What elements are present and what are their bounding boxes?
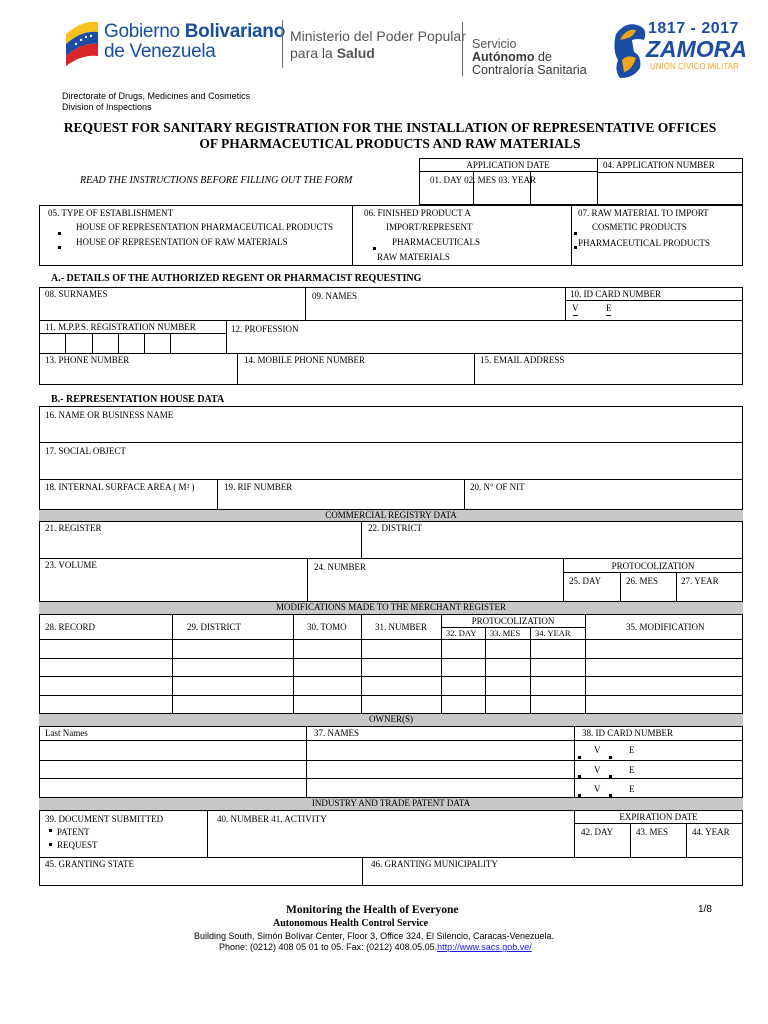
protocolization-col: PROTOCOLIZATION	[471, 616, 555, 626]
service-line3: Contraloría Sanitaria	[472, 63, 587, 77]
checkbox-bullet-icon[interactable]	[609, 775, 612, 778]
number-col: 31. NUMBER	[375, 622, 428, 632]
protocolization-label: PROTOCOLIZATION	[611, 561, 695, 571]
checkbox-bullet-icon[interactable]	[58, 232, 61, 235]
mobile-field[interactable]: 14. MOBILE PHONE NUMBER	[244, 355, 366, 365]
checkbox-bullet-icon[interactable]	[578, 775, 581, 778]
document-submitted-label: 39. DOCUMENT SUBMITTED	[45, 814, 164, 824]
protocol-month-field[interactable]: 26. MES	[626, 576, 659, 586]
district-field[interactable]: 22. DISTRICT	[368, 523, 422, 533]
establishment-option-pharma: HOUSE OF REPRESENTATION PHARMACEUTICAL PRODUCTS	[76, 222, 333, 232]
request-option[interactable]: REQUEST	[57, 840, 98, 850]
last-names-col: Last Names	[45, 728, 88, 738]
volume-field[interactable]: 23. VOLUME	[45, 560, 97, 570]
owner-id-col: 38. ID CARD NUMBER	[582, 728, 674, 738]
raw-material-label: 07. RAW MATERIAL TO IMPORT	[578, 208, 709, 218]
footer-url-link[interactable]: http://www.sacs.gob.ve/	[437, 942, 532, 952]
footer-contact	[219, 942, 532, 953]
id-type-v[interactable]: V	[572, 303, 579, 313]
ministry-line2-a: para la	[290, 45, 337, 61]
tomo-col: 30. TOMO	[307, 622, 347, 632]
profession-field[interactable]: 12. PROFESSION	[231, 324, 299, 334]
rif-field[interactable]: 19. RIF NUMBER	[224, 482, 293, 492]
owner-id-v[interactable]: V	[594, 765, 601, 775]
zamora-years: 1817 - 2017	[648, 20, 739, 37]
service-line2-a: Autónomo	[472, 50, 535, 64]
header-divider-2	[462, 22, 463, 76]
application-date-label: APPLICATION DATE	[466, 160, 550, 170]
government-logo	[64, 16, 285, 70]
zamora-emblem-icon	[612, 20, 648, 80]
record-col: 28. RECORD	[45, 622, 96, 632]
service-line2-b: de	[534, 50, 552, 64]
raw-option-pharma: PHARMACEUTICAL PRODUCTS	[578, 238, 710, 248]
month-col: 33. MES	[490, 628, 521, 638]
modifications-band: MODIFICATIONS MADE TO THE MERCHANT REGISTER	[39, 601, 743, 615]
checkbox-bullet-icon[interactable]	[578, 756, 581, 759]
footer-agency: Autonomous Health Control Service	[273, 918, 429, 929]
zamora-logo	[612, 18, 747, 82]
owner-id-e[interactable]: E	[629, 784, 635, 794]
surnames-field[interactable]: 08. SURNAMES	[45, 289, 108, 299]
finished-product-line2: IMPORT/REPRESENT	[386, 222, 473, 232]
checkbox-bullet-icon[interactable]	[574, 232, 577, 235]
footer-address: Building South, Simón Bolívar Center, Floor 3, Office 324, El Silencio, Caracas-Venezuela.	[194, 931, 555, 941]
protocol-year-field[interactable]: 27. YEAR	[681, 576, 719, 586]
nit-field[interactable]: 20. N° OF NIT	[470, 482, 525, 492]
ministry-line1: Ministerio del Poder Popular	[290, 28, 466, 44]
district-col: 29. DISTRICT	[187, 622, 241, 632]
commercial-registry-band: COMMERCIAL REGISTRY DATA	[39, 509, 743, 522]
division-name: Division of Inspections	[62, 102, 152, 112]
header-divider-1	[282, 20, 283, 68]
service-logo	[472, 38, 587, 77]
zamora-name: ZAMORA	[646, 36, 747, 62]
section-a-title: A.- DETAILS OF THE AUTHORIZED REGENT OR PHARMACIST REQUESTING	[51, 273, 422, 284]
ministry-line2-b: Salud	[336, 45, 375, 61]
gov-name-part1: Gobierno	[104, 21, 185, 42]
patent-option[interactable]: PATENT	[57, 827, 90, 837]
day-col: 32. DAY	[446, 628, 477, 638]
ministry-logo	[290, 28, 466, 62]
id-type-e[interactable]: E	[606, 303, 612, 313]
finished-option-raw: RAW MATERIALS	[377, 252, 450, 262]
expiration-month-field[interactable]: 43. MES	[636, 827, 669, 837]
email-field[interactable]: 15. EMAIL ADDRESS	[480, 355, 565, 365]
business-name-field[interactable]: 16. NAME OR BUSINESS NAME	[45, 410, 174, 420]
checkbox-bullet-icon[interactable]	[373, 247, 376, 250]
names-field[interactable]: 09. NAMES	[312, 291, 358, 301]
modification-col: 35. MODIFICATION	[626, 622, 705, 632]
owners-band: OWNER(S)	[39, 713, 743, 727]
form-title-line2: OF PHARMACEUTICAL PRODUCTS AND RAW MATERIALS	[199, 136, 581, 151]
zamora-subtitle: UNIÓN CÍVICO MILITAR	[650, 62, 739, 71]
mpps-registration-label: 11. M.P.P.S. REGISTRATION NUMBER	[45, 322, 196, 332]
ministry-line2	[290, 45, 466, 62]
instructions-note: READ THE INSTRUCTIONS BEFORE FILLING OUT THE FORM	[80, 175, 353, 186]
checkbox-bullet-icon[interactable]	[49, 843, 52, 846]
surface-area-field[interactable]: 18. INTERNAL SURFACE AREA ( M² )	[45, 482, 195, 492]
expiration-date-label: EXPIRATION DATE	[619, 812, 698, 822]
owner-id-e[interactable]: E	[629, 765, 635, 775]
owner-id-e[interactable]: E	[629, 745, 635, 755]
expiration-day-field[interactable]: 42. DAY	[581, 827, 614, 837]
owner-id-v[interactable]: V	[594, 784, 601, 794]
venezuela-flag-icon	[64, 18, 100, 66]
gov-name-line2: de Venezuela	[104, 41, 216, 62]
checkbox-bullet-icon[interactable]	[58, 246, 61, 249]
gov-name-part2: Bolivariano	[184, 21, 285, 42]
application-number-field[interactable]: 04. APPLICATION NUMBER	[603, 160, 715, 170]
footer-motto: Monitoring the Health of Everyone	[286, 904, 459, 916]
number-activity-field[interactable]: 40. NUMBER 41. ACTIVITY	[217, 814, 327, 824]
footer-phone: Phone: (0212) 408 05 01 to 05. Fax: (0212) 408.05.05.	[219, 942, 438, 952]
granting-state-field[interactable]: 45. GRANTING STATE	[45, 859, 135, 869]
service-line1: Servicio	[472, 37, 517, 51]
establishment-type-label: 05. TYPE OF ESTABLISHMENT	[48, 208, 174, 218]
expiration-year-field[interactable]: 44. YEAR	[692, 827, 730, 837]
number-field[interactable]: 24. NUMBER	[314, 562, 367, 572]
register-field[interactable]: 21. REGISTER	[45, 523, 102, 533]
protocol-day-field[interactable]: 25. DAY	[569, 576, 602, 586]
checkbox-bullet-icon[interactable]	[573, 315, 578, 316]
section-b-title: B.- REPRESENTATION HOUSE DATA	[51, 394, 225, 405]
checkbox-bullet-icon[interactable]	[609, 756, 612, 759]
owner-id-v[interactable]: V	[594, 745, 601, 755]
application-day-label[interactable]: 01. DAY 02. MES 03. YEAR	[430, 175, 537, 185]
owner-names-col: 37. NAMES	[314, 728, 360, 738]
phone-field[interactable]: 13. PHONE NUMBER	[45, 355, 130, 365]
raw-option-cosmetic: COSMETIC PRODUCTS	[592, 222, 687, 232]
directorate-name: Directorate of Drugs, Medicines and Cosmetics	[62, 91, 251, 101]
checkbox-bullet-icon[interactable]	[49, 829, 52, 832]
id-card-label: 10. ID CARD NUMBER	[570, 289, 662, 299]
year-col: 34. YEAR	[535, 628, 571, 638]
granting-municipality-field[interactable]: 46. GRANTING MUNICIPALITY	[371, 859, 498, 869]
form-title-line1: REQUEST FOR SANITARY REGISTRATION FOR THE INSTALLATION OF REPRESENTATIVE OFFICES	[63, 120, 717, 135]
checkbox-bullet-icon[interactable]	[606, 315, 611, 316]
finished-option-pharma: PHARMACEUTICALS	[392, 237, 481, 247]
establishment-option-raw: HOUSE OF REPRESENTATION OF RAW MATERIALS	[76, 237, 288, 247]
social-object-field[interactable]: 17. SOCIAL OBJECT	[45, 446, 126, 456]
page-number: 1/8	[698, 904, 712, 915]
checkbox-bullet-icon[interactable]	[574, 246, 577, 249]
finished-product-label: 06. FINISHED PRODUCT A	[364, 208, 471, 218]
patent-band: INDUSTRY AND TRADE PATENT DATA	[39, 797, 743, 811]
